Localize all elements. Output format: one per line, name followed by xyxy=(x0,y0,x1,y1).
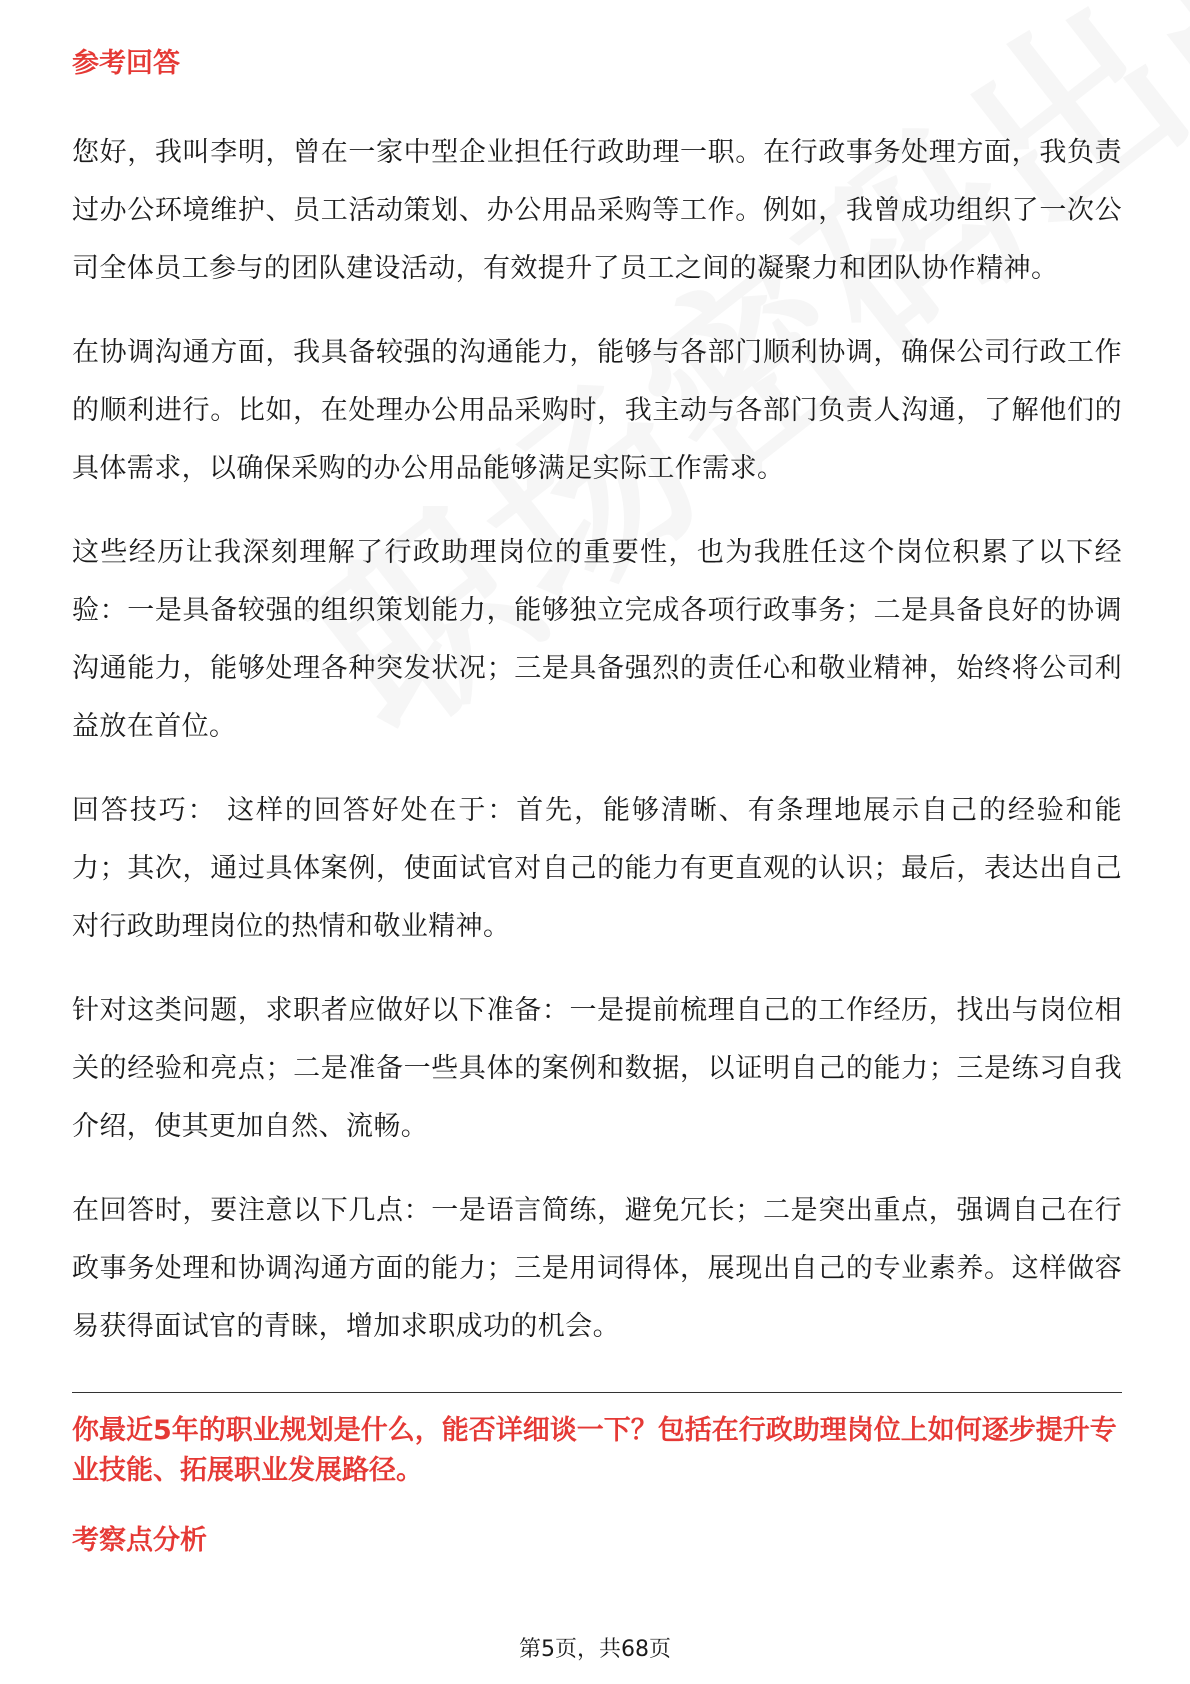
page-number: 第5页，共68页 xyxy=(519,1637,671,1662)
next-section-title: 考察点分析 xyxy=(72,1525,207,1556)
next-question: 你最近5年的职业规划是什么，能否详细谈一下？包括在行政助理岗位上如何逐步提升专业技能、拓展职业发展路径。 xyxy=(72,1415,1117,1486)
answer-paragraph: 您好，我叫李明，曾在一家中型企业担任行政助理一职。在行政事务处理方面，我负责过办公环境维护、员工活动策划、办公用品采购等工作。例如，我曾成功组织了一次公司全体员工参与的团队建设活动，有效提升了员工之间的凝聚力和团队协作精神。 xyxy=(72,137,1122,284)
answer-paragraph: 在回答时，要注意以下几点：一是语言简练，避免冗长；二是突出重点，强调自己在行政事务处理和协调沟通方面的能力；三是用词得体，展现出自己的专业素养。这样做容易获得面试官的青睐，增加求职成功的机会。 xyxy=(72,1195,1122,1342)
section-title: 参考回答 xyxy=(72,48,180,79)
answer-paragraph: 在协调沟通方面，我具备较强的沟通能力，能够与各部门顺利协调，确保公司行政工作的顺利进行。比如，在处理办公用品采购时，我主动与各部门负责人沟通，了解他们的具体需求，以确保采购的办公用品能够满足实际工作需求。 xyxy=(72,337,1122,484)
answer-paragraph: 针对这类问题，求职者应做好以下准备：一是提前梳理自己的工作经历，找出与岗位相关的经验和亮点；二是准备一些具体的案例和数据，以证明自己的能力；三是练习自我介绍，使其更加自然、流畅。 xyxy=(72,995,1122,1142)
answer-paragraph: 这些经历让我深刻理解了行政助理岗位的重要性，也为我胜任这个岗位积累了以下经验：一是具备较强的组织策划能力，能够独立完成各项行政事务；二是具备良好的协调沟通能力，能够处理各种突发状况；三是具备强烈的责任心和敬业精神，始终将公司利益放在首位。 xyxy=(72,537,1122,742)
answer-tips-paragraph: 回答技巧： 这样的回答好处在于：首先，能够清晰、有条理地展示自己的经验和能力；其次，通过具体案例，使面试官对自己的能力有更直观的认识；最后，表达出自己对行政助理岗位的热情和敬业精神。 xyxy=(72,795,1122,942)
document-body xyxy=(72,44,1122,1561)
